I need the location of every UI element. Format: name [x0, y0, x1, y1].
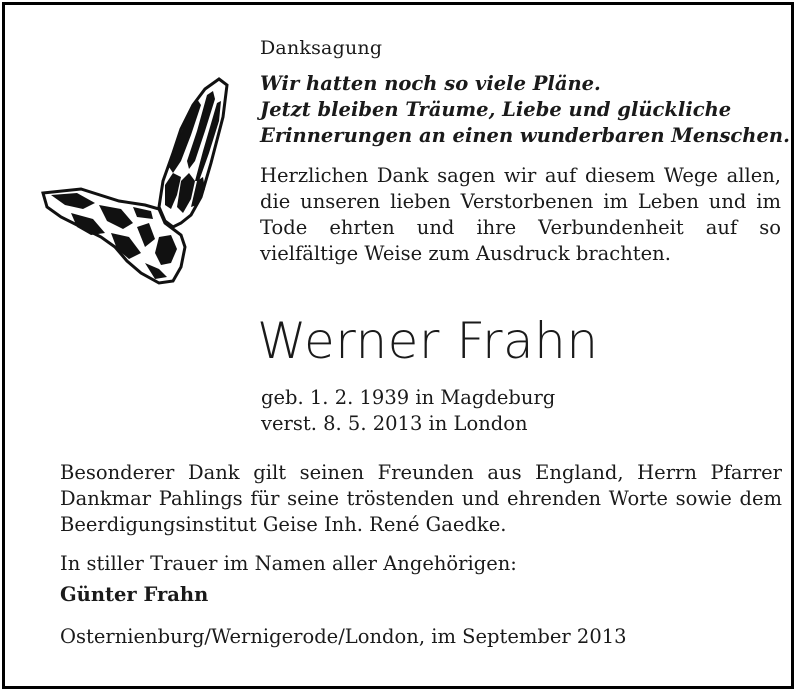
quote-line: Erinnerungen an einen wunderbaren Menschen. [260, 124, 790, 147]
quote-line: Wir hatten noch so viele Pläne. [260, 72, 601, 95]
signer-name: Günter Frahn [60, 583, 209, 606]
thanks-paragraph: Herzlichen Dank sagen wir auf diesem Wege allen, die unseren lieben Verstorbenen im Leben und im Tode ehrten und ihre Verbundenheit auf so vielfältige Weise zum Ausdruck brachten. [260, 164, 781, 265]
deceased-name: Werner Frahn [257, 312, 599, 370]
notice-heading: Danksagung [260, 37, 383, 59]
death-date: verst. 8. 5. 2013 in London [261, 412, 528, 435]
birth-date: geb. 1. 2. 1939 in Magdeburg [261, 386, 556, 409]
quote-line: Jetzt bleiben Träume, Liebe und glückliche [260, 98, 732, 121]
praying-hands-icon [41, 77, 231, 287]
life-dates [261, 385, 555, 437]
quote-block [260, 71, 790, 149]
place-date: Osternienburg/Wernigerode/London, im September 2013 [60, 625, 627, 648]
obituary-notice [2, 2, 794, 689]
mourning-line: In stiller Trauer im Namen aller Angehörigen: [60, 552, 517, 575]
special-thanks-paragraph: Besonderer Dank gilt seinen Freunden aus England, Herrn Pfarrer Dankmar Pahlings für seine tröstenden und ehrenden Worte sowie dem Beerdigungsinstitut Geise Inh. René Gaedke. [60, 461, 782, 536]
